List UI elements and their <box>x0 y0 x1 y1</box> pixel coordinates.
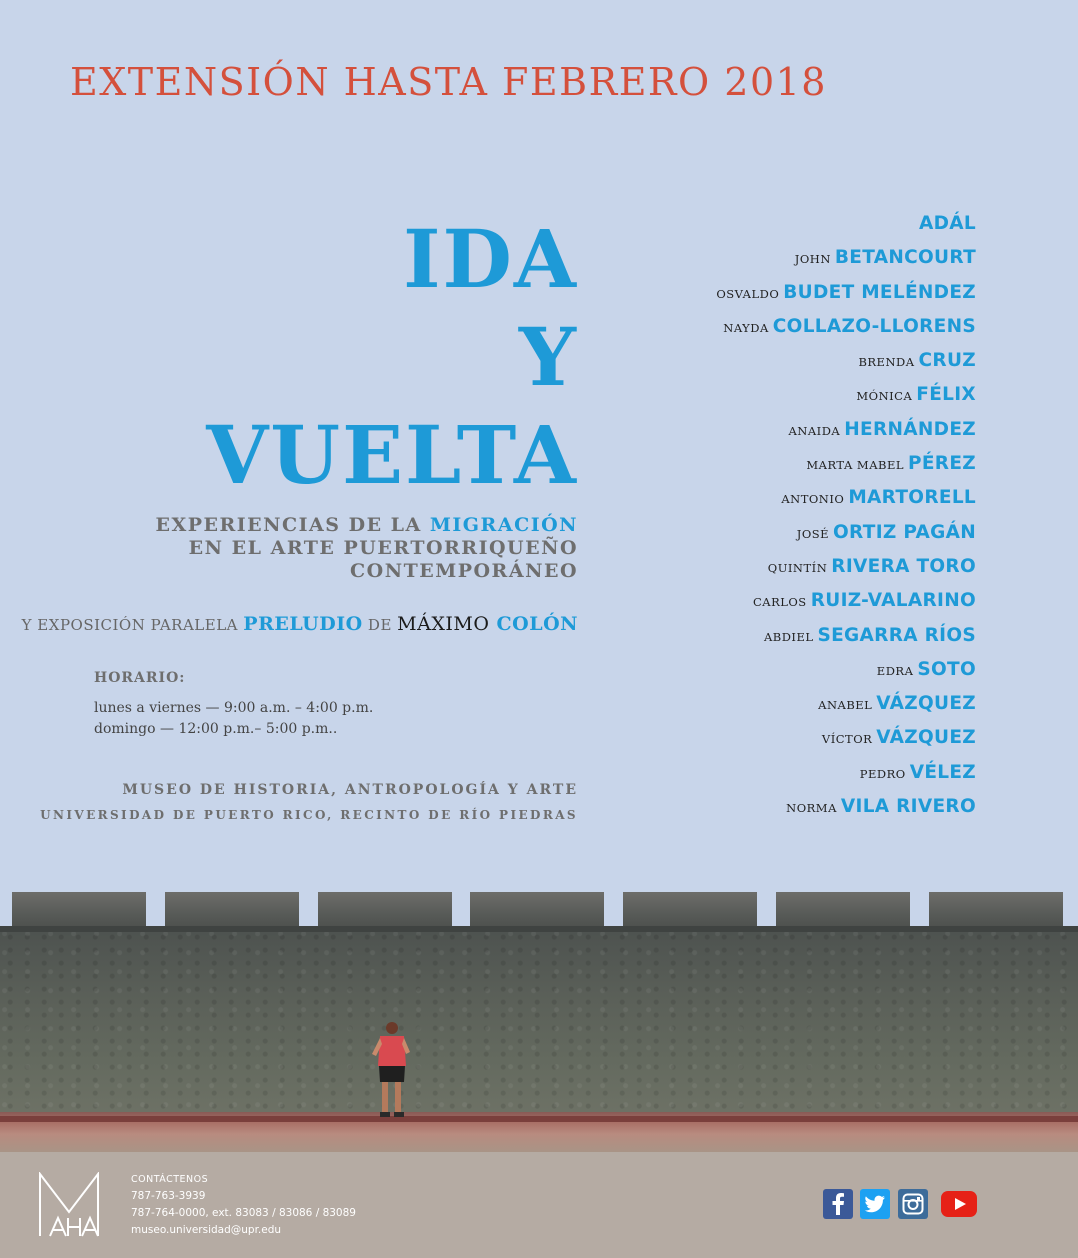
artist-last-name: RIVERA TORO <box>831 555 976 577</box>
artist-list <box>716 210 976 827</box>
extension-banner: EXTENSIÓN HASTA FEBRERO 2018 <box>70 60 827 104</box>
wall-merlon <box>318 892 452 930</box>
artist-first-name: ANAIDA <box>788 423 841 438</box>
artist-first-name: MARTA MABEL <box>806 458 904 473</box>
artist-last-name: SEGARRA RÍOS <box>817 624 976 646</box>
contact-email: museo.universidad@upr.edu <box>131 1224 282 1236</box>
artist-item <box>716 724 976 758</box>
person-figure <box>368 1020 414 1118</box>
artist-last-name: FÉLIX <box>916 384 976 406</box>
walkway-ledge <box>0 1116 1078 1122</box>
artist-last-name: CRUZ <box>918 350 976 372</box>
artist-item <box>716 793 976 827</box>
artist-last-name: ORTIZ PAGÁN <box>833 521 976 543</box>
parallel-prefix: Y EXPOSICIÓN PARALELA <box>21 616 244 634</box>
wall-merlon <box>929 892 1063 930</box>
artist-item <box>716 519 976 553</box>
artist-first-name: PEDRO <box>859 766 906 781</box>
artist-item <box>716 313 976 347</box>
artist-last-name: VÁZQUEZ <box>876 693 976 715</box>
parallel-de: DE <box>362 616 398 634</box>
artist-first-name: CARLOS <box>752 595 807 610</box>
contact-phone: 787-763-3939 <box>131 1190 206 1202</box>
artist-item <box>716 484 976 518</box>
artist-item <box>716 381 976 415</box>
artist-last-name: BUDET MELÉNDEZ <box>783 281 976 303</box>
artist-last-name: MARTORELL <box>848 487 976 509</box>
subtitle-text: EXPERIENCIAS DE LA <box>155 514 430 536</box>
wall-merlon <box>470 892 604 930</box>
artist-last-name: SOTO <box>917 658 976 680</box>
contact-info <box>131 1171 356 1239</box>
schedule-line: lunes a viernes — 9:00 a.m. – 4:00 p.m. <box>94 700 374 716</box>
subtitle-text: EN EL ARTE PUERTORRIQUEÑO <box>188 537 578 559</box>
artist-last-name: RUIZ-VALARINO <box>810 590 976 612</box>
artist-first-name: JOHN <box>794 252 831 267</box>
parallel-artist-last: COLÓN <box>489 613 578 635</box>
artist-last-name: PÉREZ <box>908 453 976 475</box>
artist-last-name: BETANCOURT <box>834 247 976 269</box>
parallel-artist-first: MÁXIMO <box>397 613 490 635</box>
artist-first-name: QUINTÍN <box>767 560 828 575</box>
instagram-icon[interactable] <box>898 1189 928 1219</box>
wall-merlon <box>776 892 910 930</box>
artist-first-name: OSVALDO <box>716 286 780 301</box>
artist-first-name: JOSÉ <box>796 526 830 541</box>
wall-merlon <box>12 892 146 930</box>
youtube-icon[interactable] <box>941 1189 977 1219</box>
contact-phone: 787-764-0000, ext. 83083 / 83086 / 83089 <box>131 1207 356 1219</box>
artist-first-name: MÓNICA <box>856 389 913 404</box>
schedule <box>94 698 373 740</box>
title-line: IDA <box>403 212 578 306</box>
artist-last-name: VILA RIVERO <box>840 796 976 818</box>
artist-item <box>716 759 976 793</box>
artist-first-name: EDRA <box>876 663 914 678</box>
artist-item <box>716 244 976 278</box>
artist-last-name: ADÁL <box>919 213 976 234</box>
contact-heading: CONTÁCTENOS <box>131 1174 209 1185</box>
museum-name: MUSEO DE HISTORIA, ANTROPOLOGÍA Y ARTE <box>122 782 578 798</box>
artist-item <box>716 279 976 313</box>
museum-logo <box>38 1172 100 1238</box>
wall-merlon <box>165 892 299 930</box>
artist-last-name: VÉLEZ <box>909 761 976 783</box>
exhibition-title <box>206 210 578 504</box>
artist-first-name: NAYDA <box>723 320 769 335</box>
parallel-title: PRELUDIO <box>243 613 363 635</box>
schedule-heading: HORARIO: <box>94 670 186 686</box>
artist-item <box>716 210 976 244</box>
fortress-wall <box>0 928 1078 1118</box>
artist-item <box>716 656 976 690</box>
artist-last-name: HERNÁNDEZ <box>844 418 976 440</box>
artist-item <box>716 347 976 381</box>
title-line: Y <box>518 310 578 404</box>
artist-first-name: ANABEL <box>818 698 873 713</box>
artist-item <box>716 622 976 656</box>
artist-item <box>716 587 976 621</box>
artist-item <box>716 416 976 450</box>
subtitle-text: CONTEMPORÁNEO <box>350 560 578 582</box>
subtitle-highlight: MIGRACIÓN <box>429 514 578 536</box>
artist-item <box>716 553 976 587</box>
wall-top-edge <box>0 926 1078 932</box>
artist-first-name: NORMA <box>786 801 837 816</box>
parallel-exhibition <box>22 613 578 635</box>
wall-merlon <box>623 892 757 930</box>
artist-last-name: COLLAZO-LLORENS <box>772 315 976 337</box>
artist-first-name: BRENDA <box>858 355 915 370</box>
artist-item <box>716 450 976 484</box>
artist-item <box>716 690 976 724</box>
artist-first-name: ANTONIO <box>781 492 845 507</box>
artist-first-name: VÍCTOR <box>821 732 873 747</box>
university-name: UNIVERSIDAD DE PUERTO RICO, RECINTO DE RÍO PIEDRAS <box>40 808 578 822</box>
twitter-icon[interactable] <box>860 1189 890 1219</box>
title-line: VUELTA <box>206 408 578 502</box>
schedule-line: domingo — 12:00 p.m.– 5:00 p.m.. <box>94 721 338 737</box>
museum-info <box>40 780 578 830</box>
facebook-icon[interactable] <box>823 1189 853 1219</box>
artist-last-name: VÁZQUEZ <box>876 727 976 749</box>
exhibition-subtitle <box>155 514 578 583</box>
artist-first-name: ABDIEL <box>763 629 814 644</box>
